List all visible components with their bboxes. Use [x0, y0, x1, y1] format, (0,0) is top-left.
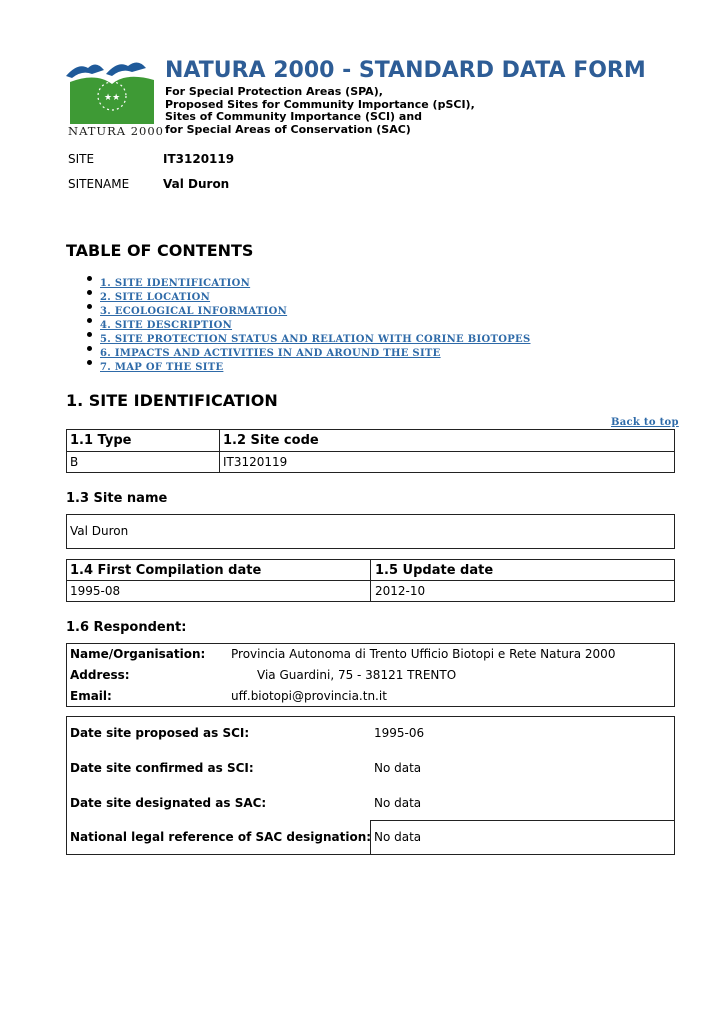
page-header: [66, 58, 686, 142]
toc-link-ecological-information[interactable]: 3. ECOLOGICAL INFORMATION: [100, 306, 288, 317]
page-subtitle: [165, 86, 475, 136]
proposed-sci-label: Date site proposed as SCI:: [70, 726, 250, 740]
update-date-value: 2012-10: [375, 584, 426, 598]
first-compilation-value: 1995-08: [70, 584, 121, 598]
designated-sac-label: Date site designated as SAC:: [70, 796, 267, 810]
subtitle-line: For Special Protection Areas (SPA),: [165, 85, 383, 98]
natura2000-logo-icon: [66, 58, 158, 124]
respondent-heading: 1.6 Respondent:: [66, 620, 187, 635]
subtitle-line: for Special Areas of Conservation (SAC): [165, 122, 411, 136]
toc-item: [86, 327, 531, 345]
site-code-label: 1.2 Site code: [223, 433, 319, 448]
legal-reference-value: No data: [374, 830, 422, 844]
subtitle-line: Proposed Sites for Community Importance (pSCI),: [165, 97, 475, 111]
table-divider: [66, 451, 675, 452]
toc-link-site-description[interactable]: 4. SITE DESCRIPTION: [100, 320, 233, 331]
email-label: Email:: [70, 689, 112, 703]
first-compilation-label: 1.4 First Compilation date: [70, 563, 262, 578]
page-title: NATURA 2000 - STANDARD DATA FORM: [165, 58, 646, 83]
back-to-top-link[interactable]: Back to top: [611, 417, 679, 428]
toc-item: [86, 313, 531, 331]
site-label: SITE: [68, 152, 95, 166]
toc-item: [86, 299, 531, 317]
toc-item: [86, 341, 531, 359]
site-name-box: [66, 514, 675, 549]
table-of-contents: [86, 271, 531, 373]
sitename-row: [68, 177, 229, 191]
table-divider: [370, 820, 675, 821]
table-divider: [66, 580, 675, 581]
section1-heading: 1. SITE IDENTIFICATION: [66, 391, 278, 410]
subtitle-line: Sites of Community Importance (SCI) and: [165, 110, 423, 123]
toc-link-map[interactable]: 7. MAP OF THE SITE: [100, 362, 224, 373]
toc-link-impacts-activities[interactable]: 6. IMPACTS AND ACTIVITIES IN AND AROUND THE SITE: [100, 348, 441, 359]
org-label: Name/Organisation:: [70, 647, 206, 661]
type-value: B: [70, 455, 79, 469]
designated-sac-value: No data: [374, 796, 422, 810]
toc-item: [86, 285, 531, 303]
address-value: Via Guardini, 75 - 38121 TRENTO: [257, 668, 457, 682]
sitename-value: Val Duron: [163, 177, 230, 191]
legal-reference-label: National legal reference of SAC designation:: [70, 830, 372, 844]
proposed-sci-value: 1995-06: [374, 726, 425, 740]
toc-item: [86, 355, 531, 373]
email-value: uff.biotopi@provincia.tn.it: [231, 689, 387, 703]
toc-heading: TABLE OF CONTENTS: [66, 241, 254, 260]
toc-item: [86, 271, 531, 289]
confirmed-sci-value: No data: [374, 761, 422, 775]
site-name-heading: 1.3 Site name: [66, 491, 168, 506]
type-label: 1.1 Type: [70, 433, 132, 448]
toc-link-site-protection[interactable]: 5. SITE PROTECTION STATUS AND RELATION WITH CORINE BIOTOPES: [100, 334, 531, 345]
svg-text:★★: ★★: [104, 93, 121, 103]
sitename-label: SITENAME: [68, 177, 130, 191]
address-label: Address:: [70, 668, 130, 682]
site-code-value: IT3120119: [223, 455, 288, 469]
update-date-label: 1.5 Update date: [375, 563, 494, 578]
confirmed-sci-label: Date site confirmed as SCI:: [70, 761, 254, 775]
site-value: IT3120119: [163, 152, 235, 166]
toc-link-site-identification[interactable]: 1. SITE IDENTIFICATION: [100, 278, 251, 289]
natura2000-logo: [66, 58, 164, 138]
toc-link-site-location[interactable]: 2. SITE LOCATION: [100, 292, 211, 303]
logo-text: NATURA 2000: [68, 124, 164, 138]
site-row: [68, 152, 234, 166]
org-value: Provincia Autonoma di Trento Ufficio Biotopi e Rete Natura 2000: [231, 647, 616, 661]
site-name-value: Val Duron: [70, 524, 129, 538]
